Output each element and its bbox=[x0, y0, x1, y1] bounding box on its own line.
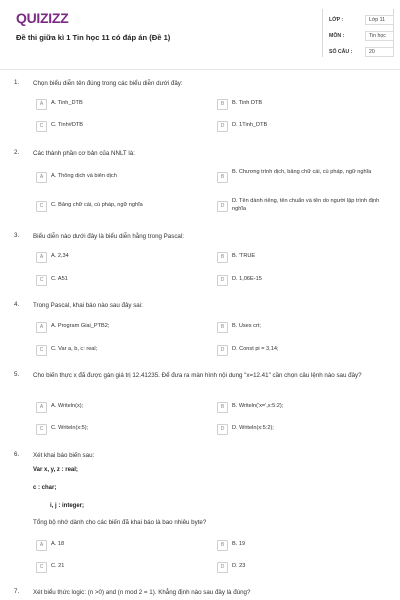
option-label: C bbox=[36, 275, 47, 286]
question-text: Cho biến thực x đã được gán giá trị 12.41235. Để đưa ra màn hình nội dung "x=12.41" cần chọn câu lệnh nào sau đây? bbox=[33, 372, 362, 379]
option-label: B bbox=[217, 252, 228, 263]
question-text: Trong Pascal, khai báo nào sau đây sai: bbox=[33, 302, 143, 309]
question-text: Chọn biểu diễn tên đúng trong các biểu diễn dưới đây: bbox=[33, 80, 183, 87]
option-text: D. Tên dành riêng, tên chuẩn và tên do người lập trình định nghĩa bbox=[232, 198, 380, 212]
option-label: A bbox=[36, 252, 47, 263]
option-text: A. 2,34 bbox=[51, 253, 69, 259]
option-text: D. Const pi = 3,14; bbox=[232, 346, 279, 352]
option-label: A bbox=[36, 172, 47, 183]
question-number: 5. bbox=[14, 371, 20, 378]
option-label: C bbox=[36, 345, 47, 356]
option-label: C bbox=[36, 121, 47, 132]
question-number: 2. bbox=[14, 149, 20, 156]
option-text: C. 21 bbox=[51, 563, 65, 569]
page-title: Đề thi giữa kì 1 Tin học 11 có đáp án (Đề 1) bbox=[16, 33, 171, 42]
question-number: 7. bbox=[14, 588, 20, 595]
option-text: C. Tinh#DTB bbox=[51, 122, 84, 128]
code-line: c : char; bbox=[33, 485, 57, 491]
option-label: D bbox=[217, 201, 228, 212]
meta-value: Tin học bbox=[365, 31, 394, 41]
question-text: Biểu diễn nào dưới đây là biểu diễn hằng trong Pascal: bbox=[33, 233, 184, 240]
option-text: A. Writeln(x); bbox=[51, 403, 84, 409]
option-label: D bbox=[217, 345, 228, 356]
option-text: C. Bảng chữ cái, cú pháp, ngữ nghĩa bbox=[51, 202, 143, 208]
code-line: i, j : integer; bbox=[50, 503, 85, 509]
option-text: D. 1,06E-15 bbox=[232, 276, 262, 282]
option-label: C bbox=[36, 562, 47, 573]
option-label: B bbox=[217, 402, 228, 413]
meta-key: MÔN : bbox=[329, 33, 345, 39]
header-divider bbox=[0, 69, 400, 70]
option-text: B. Chương trình dịch, bảng chữ cái, cú pháp, ngữ nghĩa bbox=[232, 169, 372, 175]
option-text: A. 18 bbox=[51, 541, 65, 547]
question-number: 4. bbox=[14, 301, 20, 308]
meta-value: 20 bbox=[365, 47, 394, 57]
code-line: Var x, y, z : real; bbox=[33, 467, 78, 473]
option-label: A bbox=[36, 540, 47, 551]
option-label: A bbox=[36, 99, 47, 110]
option-text: C. Var a, b, c: real; bbox=[51, 346, 98, 352]
question-text: Xét biểu thức logic: (n >0) and (n mod 2 = 1). Khẳng định nào sau đây là đúng? bbox=[33, 589, 251, 596]
option-label: A bbox=[36, 322, 47, 333]
question-number: 3. bbox=[14, 232, 20, 239]
option-text: C. A51 bbox=[51, 276, 68, 282]
option-label: D bbox=[217, 121, 228, 132]
meta-value: Lớp 11 bbox=[365, 15, 394, 25]
option-text: A. Tinh_DTB bbox=[51, 100, 83, 106]
option-label: D bbox=[217, 424, 228, 435]
option-label: B bbox=[217, 172, 228, 183]
option-text: B. 19 bbox=[232, 541, 246, 547]
option-label: A bbox=[36, 402, 47, 413]
question-text: Xét khai báo biến sau: bbox=[33, 452, 95, 459]
option-text: B. 'TRUE bbox=[232, 253, 256, 259]
option-label: D bbox=[217, 562, 228, 573]
option-text: A. Program Giai_PTB2; bbox=[51, 323, 110, 329]
meta-key: SỐ CÂU : bbox=[329, 49, 353, 55]
question-number: 6. bbox=[14, 451, 20, 458]
option-text: B. Uses crt; bbox=[232, 323, 261, 329]
option-label: C bbox=[36, 424, 47, 435]
option-text: D. Writeln(x:5:2); bbox=[232, 425, 274, 431]
option-label: B bbox=[217, 540, 228, 551]
quizizz-logo: QUIZIZZ bbox=[16, 10, 69, 26]
option-text: B. Writeln('x=',x:5:2); bbox=[232, 403, 284, 409]
option-text: B. Tinh DTB bbox=[232, 100, 263, 106]
option-label: D bbox=[217, 275, 228, 286]
question-text: Các thành phần cơ bản của NNLT là: bbox=[33, 150, 135, 157]
option-text: C. Writeln(x:5); bbox=[51, 425, 89, 431]
meta-key: LỚP : bbox=[329, 17, 344, 23]
option-label: C bbox=[36, 201, 47, 212]
option-label: B bbox=[217, 99, 228, 110]
option-label: B bbox=[217, 322, 228, 333]
option-text: D. 1Tinh_DTB bbox=[232, 122, 268, 128]
question-subtext: Tổng bộ nhớ dành cho các biến đã khai báo là bao nhiêu byte? bbox=[33, 519, 207, 526]
option-text: D. 23 bbox=[232, 563, 246, 569]
option-text: A. Thông dịch và biên dịch bbox=[51, 173, 117, 179]
meta-box bbox=[322, 9, 394, 57]
question-number: 1. bbox=[14, 79, 20, 86]
